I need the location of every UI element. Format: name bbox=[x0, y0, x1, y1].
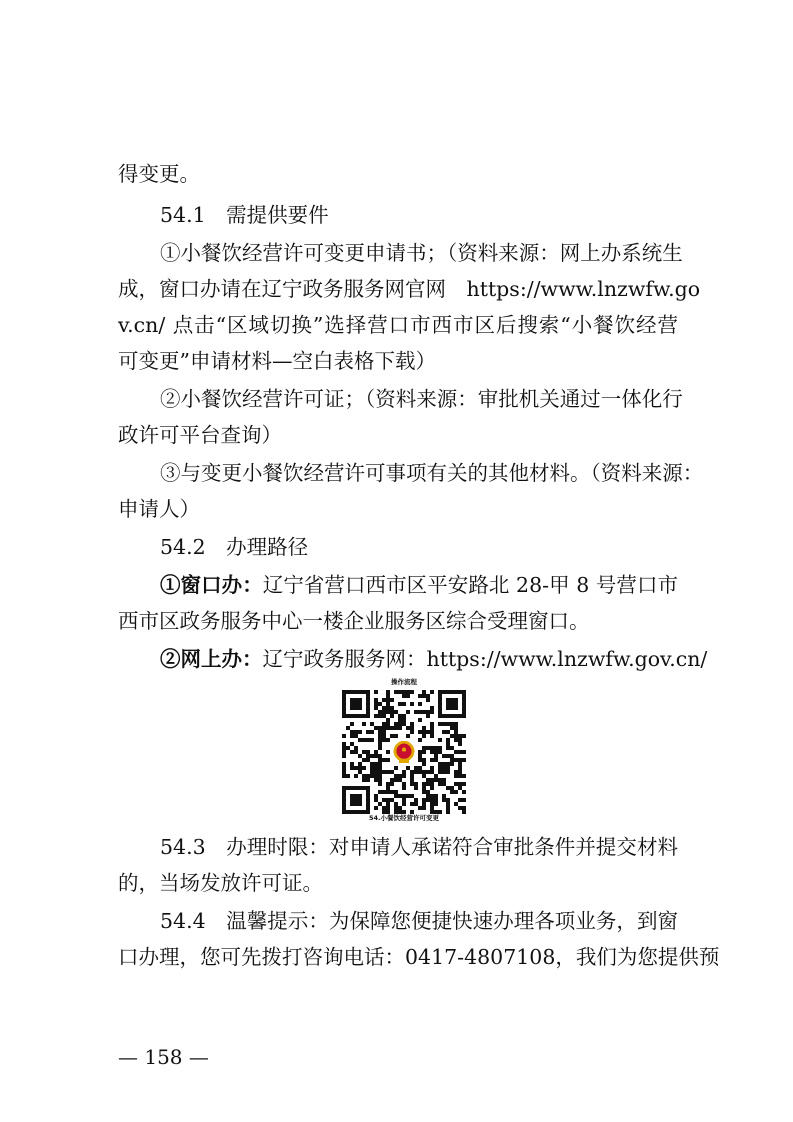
page-number: — 158 — bbox=[118, 1045, 209, 1069]
online-service-url: 辽宁政务服务网：https://www.lnzwfw.gov.cn/ bbox=[262, 647, 708, 671]
paragraph-line: ①小餐饮经营许可变更申请书；（资料来源：网上办系统生 bbox=[160, 241, 683, 265]
paragraph-line: 政许可平台查询） bbox=[118, 423, 282, 447]
qr-caption: 54.小餐饮经营许可变更 bbox=[368, 814, 439, 822]
section-heading-54-4: 54.4 温馨提示：为保障您便捷快速办理各项业务，到窗 bbox=[160, 909, 678, 933]
window-service-address: 辽宁省营口西市区平安路北 28-甲 8 号营口市 bbox=[262, 573, 678, 597]
paragraph-line: 西市区政务服务中心一楼企业服务区综合受理窗口。 bbox=[118, 609, 590, 633]
section-heading-54-3: 54.3 办理时限：对申请人承诺符合审批条件并提交材料 bbox=[160, 835, 678, 859]
paragraph-line: ③与变更小餐饮经营许可事项有关的其他材料。（资料来源： bbox=[160, 461, 704, 485]
paragraph-line: v.cn/ 点击“区域切换”选择营口市西市区后搜索“小餐饮经营 bbox=[118, 313, 678, 337]
paragraph-line: 可变更”申请材料—空白表格下载） bbox=[118, 349, 436, 373]
section-heading-54-1: 54.1 需提供要件 bbox=[160, 203, 329, 227]
online-service-line bbox=[160, 644, 708, 674]
section-heading-54-2: 54.2 办理路径 bbox=[160, 535, 309, 559]
paragraph-line: 口办理，您可先拨打咨询电话：0417-4807108，我们为您提供预 bbox=[118, 945, 720, 969]
online-service-label: ②网上办： bbox=[160, 647, 263, 671]
qr-code-block bbox=[338, 678, 470, 824]
paragraph-line: 的，当场发放许可证。 bbox=[118, 871, 323, 895]
paragraph-line: 成，窗口办请在辽宁政务服务网官网 https://www.lnzwfw.go bbox=[118, 277, 701, 301]
police-emblem-icon bbox=[392, 740, 416, 764]
paragraph-line: ②小餐饮经营许可证；（资料来源：审批机关通过一体化行 bbox=[160, 387, 683, 411]
paragraph-line: 得变更。 bbox=[118, 162, 200, 186]
window-service-label: ①窗口办： bbox=[160, 573, 263, 597]
window-service-line bbox=[160, 570, 678, 600]
paragraph-line: 申请人） bbox=[118, 497, 200, 521]
qr-code-icon bbox=[342, 690, 466, 814]
qr-title: 操作流程 bbox=[391, 678, 417, 686]
